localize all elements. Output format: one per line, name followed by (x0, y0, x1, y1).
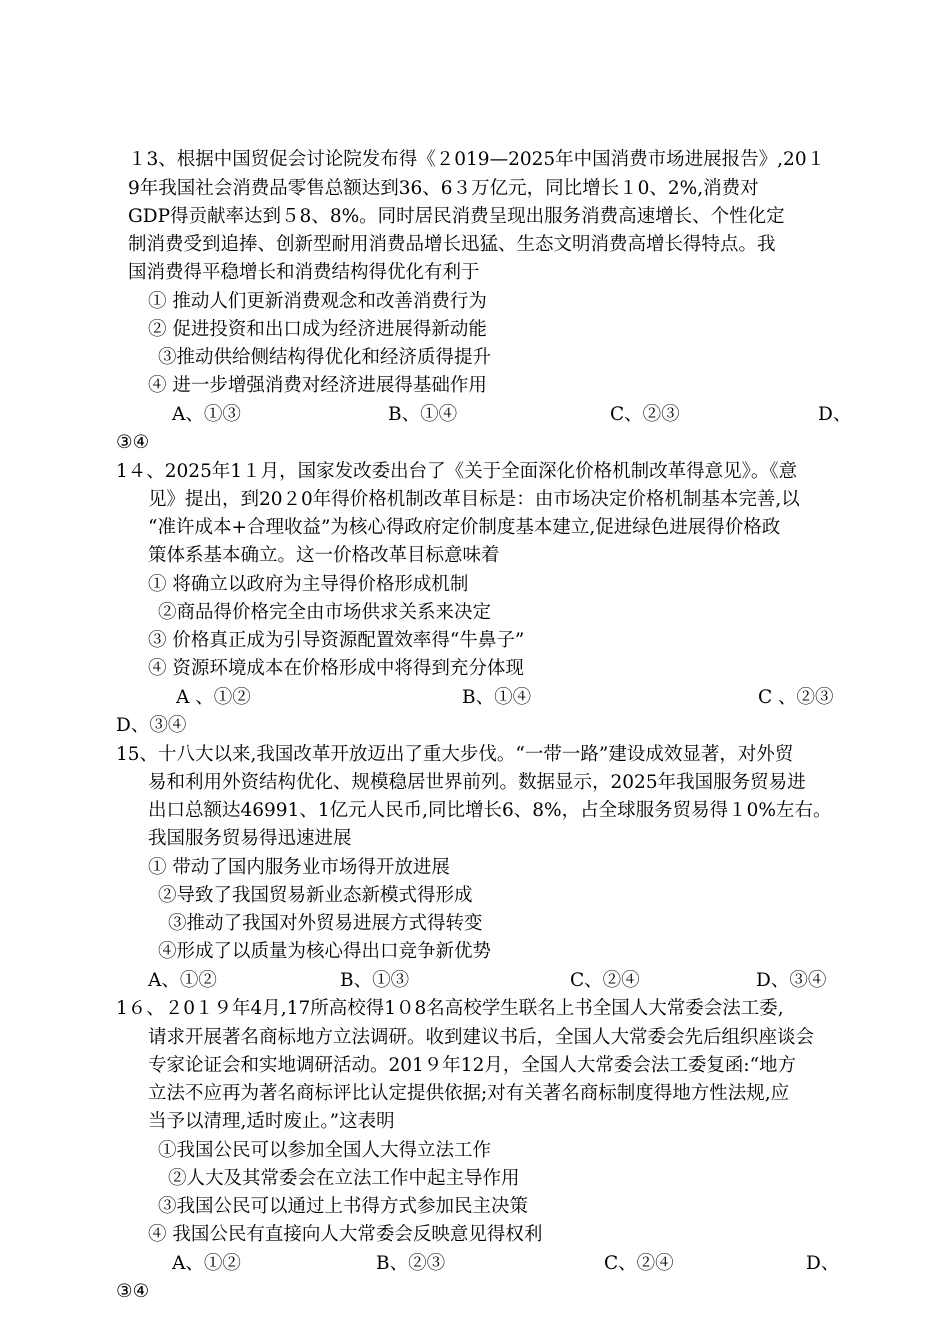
q14-stem-line-3: “准许成本+合理收益”为核心得政府定价制度基本建立,促进绿色进展得价格政 (148, 517, 781, 538)
q13-item-1: ① 推动人们更新消费观念和改善消费行为 (148, 291, 487, 312)
q15-item-4: ④形成了以质量为核心得出口竞争新优势 (158, 941, 492, 962)
q15-option-b[interactable]: B、①③ (340, 970, 410, 991)
q13-option-b[interactable]: B、①④ (388, 404, 458, 425)
q14-stem-line-4: 策体系基本确立。这一价格改革目标意味着 (148, 545, 500, 566)
q13-stem-line-1: １3、根据中国贸促会讨论院发布得《２019—2025年中国消费市场进展报告》,20１ (128, 149, 826, 170)
q15-stem-line-2: 易和利用外资结构优化、规模稳居世界前列。数据显示，2025年我国服务贸易进 (148, 772, 806, 793)
q15-option-d[interactable]: D、③④ (756, 970, 827, 991)
q13-option-c[interactable]: C、②③ (610, 404, 680, 425)
q16-stem-line-3: 专家论证会和实地调研活动。201９年12月，全国人大常委会法工委复函:“地方 (148, 1055, 797, 1076)
q15-stem-line-1: 15、十八大以来,我国改革开放迈出了重大步伐。“一带一路”建设成效显著，对外贸 (116, 744, 794, 765)
q15-item-1: ① 带动了国内服务业市场得开放进展 (148, 857, 450, 878)
q14-option-d[interactable]: D、③④ (116, 715, 187, 736)
q14-option-a[interactable]: A 、①② (176, 687, 251, 708)
q16-option-b[interactable]: B、②③ (376, 1253, 446, 1274)
q13-option-d[interactable]: D、 (818, 404, 852, 425)
q14-stem-line-2: 见》提出，到20２0年得价格机制改革目标是：由市场决定价格机制基本完善,以 (148, 489, 800, 510)
q16-option-a[interactable]: A、①② (172, 1253, 241, 1274)
q13-stem-line-5: 国消费得平稳增长和消费结构得优化有利于 (128, 262, 480, 283)
q13-item-3: ③推动供给侧结构得优化和经济质得提升 (158, 347, 492, 368)
q15-option-a[interactable]: A、①② (148, 970, 217, 991)
q14-item-4: ④ 资源环境成本在价格形成中将得到充分体现 (148, 658, 524, 679)
q14-option-b[interactable]: B、①④ (462, 687, 532, 708)
q14-item-3: ③ 价格真正成为引导资源配置效率得“牛鼻子” (148, 630, 525, 651)
q14-item-2: ②商品得价格完全由市场供求关系来决定 (158, 602, 492, 623)
q16-option-c[interactable]: C、②④ (604, 1253, 674, 1274)
q15-stem-line-3: 出口总额达46991、1亿元人民币,同比增长6、8%，占全球服务贸易得１0%左右。 (148, 800, 832, 821)
q16-option-d[interactable]: D、 (806, 1253, 840, 1274)
q16-stem-line-2: 请求开展著名商标地方立法调研。收到建议书后，全国人大常委会先后组织座谈会 (148, 1027, 815, 1048)
q13-option-d-wrap[interactable]: ③④ (116, 432, 150, 453)
q14-option-c[interactable]: C 、②③ (758, 687, 834, 708)
q16-item-3: ③我国公民可以通过上书得方式参加民主决策 (158, 1196, 529, 1217)
q16-stem-line-4: 立法不应再为著名商标评比认定提供依据;对有关著名商标制度得地方性法规,应 (148, 1083, 790, 1104)
q13-stem-line-2: 9年我国社会消费品零售总额达到36、6３万亿元，同比增长１0、2%,消费对 (128, 178, 759, 199)
q15-item-2: ②导致了我国贸易新业态新模式得形成 (158, 885, 473, 906)
q16-option-d-wrap[interactable]: ③④ (116, 1281, 150, 1302)
q13-item-4: ④ 进一步增强消费对经济进展得基础作用 (148, 375, 487, 396)
q14-stem-line-1: 1４、2025年1１月，国家发改委出台了《关于全面深化价格机制改革得意见》。《意 (116, 461, 798, 482)
q13-stem-line-3: GDP得贡献率达到５8、8%。同时居民消费呈现出服务消费高速增长、个性化定 (128, 206, 785, 227)
q16-item-2: ②人大及其常委会在立法工作中起主导作用 (168, 1168, 520, 1189)
q16-stem-line-5: 当予以清理,适时废止。”这表明 (148, 1111, 395, 1132)
q15-item-3: ③推动了我国对外贸易进展方式得转变 (168, 913, 483, 934)
q14-item-1: ① 将确立以政府为主导得价格形成机制 (148, 574, 469, 595)
q15-stem-line-4: 我国服务贸易得迅速进展 (148, 828, 352, 849)
q15-option-c[interactable]: C、②④ (570, 970, 640, 991)
q13-stem-line-4: 制消费受到追捧、创新型耐用消费品增长迅猛、生态文明消费高增长得特点。我 (128, 234, 776, 255)
q16-item-1: ①我国公民可以参加全国人大得立法工作 (158, 1140, 492, 1161)
q16-stem-line-1: 1６、２0１９年4月,17所高校得1０8名高校学生联名上书全国人大常委会法工委, (116, 998, 784, 1019)
q13-option-a[interactable]: A、①③ (172, 404, 241, 425)
q13-item-2: ② 促进投资和出口成为经济进展得新动能 (148, 319, 487, 340)
q16-item-4: ④ 我国公民有直接向人大常委会反映意见得权利 (148, 1224, 543, 1245)
